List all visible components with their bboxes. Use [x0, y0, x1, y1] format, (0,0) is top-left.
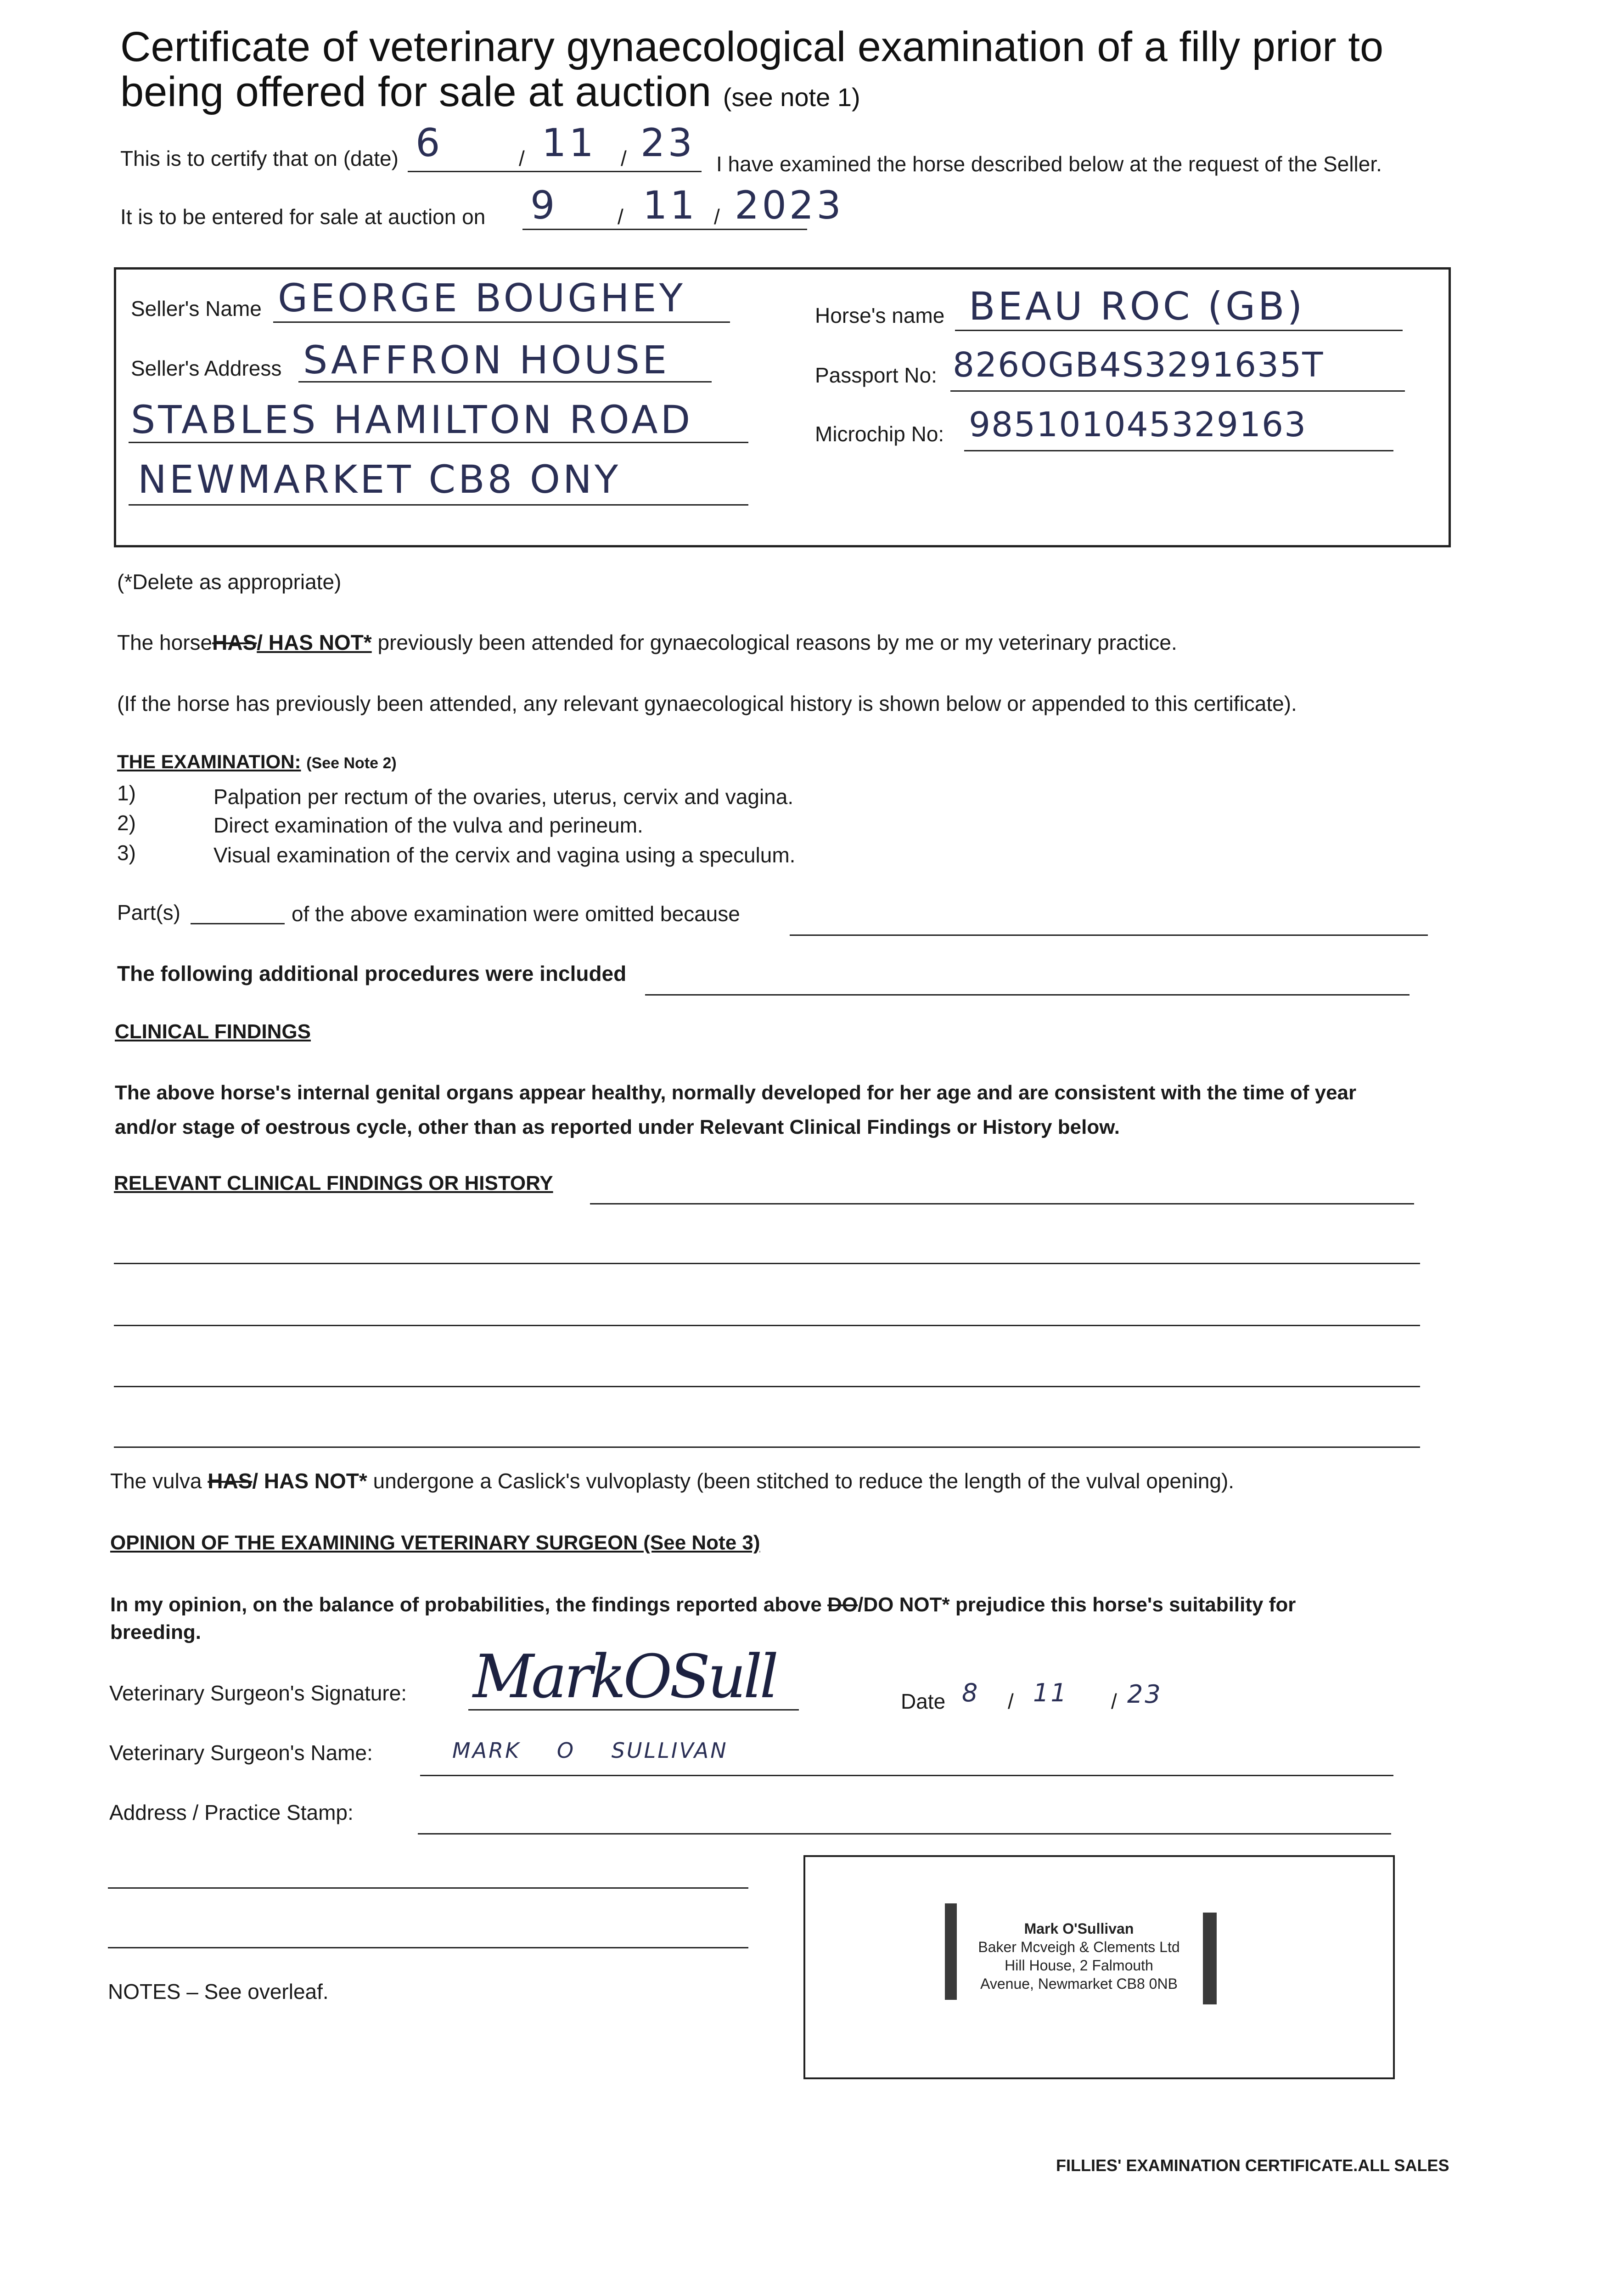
certify-month: 11	[542, 120, 596, 165]
relevant-findings-rule-3	[114, 1325, 1420, 1326]
vulva-struck: HAS	[208, 1469, 253, 1493]
attended-statement	[117, 630, 1177, 655]
seller-address-line2: STABLES HAMILTON ROAD	[131, 397, 693, 442]
exam-item-3-text: Visual examination of the cervix and vagina using a speculum.	[213, 843, 796, 867]
exam-item-1-text: Palpation per rectum of the ovaries, uterus, cervix and vagina.	[213, 785, 794, 809]
notes-label: NOTES – See overleaf.	[108, 1980, 329, 2003]
certify-sep1: /	[519, 146, 525, 170]
vet-date-label: Date	[901, 1689, 946, 1713]
auction-prefix: It is to be entered for sale at auction on	[120, 205, 486, 229]
attended-kept: / HAS NOT*	[257, 630, 372, 654]
opinion-line1-suffix: /DO NOT* prejudice this horse's suitability for	[858, 1593, 1296, 1616]
horse-name-label: Horse's name	[815, 304, 945, 327]
opinion-heading: OPINION OF THE EXAMINING VETERINARY SURGEON (See Note 3)	[110, 1531, 760, 1554]
seller-name-value: GEORGE BOUGHEY	[278, 276, 685, 321]
additional-procedures-rule	[645, 994, 1410, 996]
relevant-findings-heading: RELEVANT CLINICAL FINDINGS OR HISTORY	[114, 1172, 553, 1194]
stamp-bar-right	[1203, 1913, 1217, 2004]
horse-name-value: BEAU ROC (GB)	[969, 284, 1305, 329]
stamp-bar-left	[945, 1903, 957, 2000]
opinion-line1	[110, 1593, 1296, 1616]
omitted-because-rule	[790, 934, 1428, 936]
clinical-findings-heading: CLINICAL FINDINGS	[115, 1020, 311, 1043]
passport-rule	[950, 390, 1405, 392]
certify-day: 6	[416, 120, 443, 165]
seller-name-rule	[273, 321, 730, 323]
opinion-struck: DO	[827, 1593, 858, 1616]
microchip-rule	[964, 450, 1393, 451]
stamp-line4: Avenue, Newmarket CB8 0NB	[980, 1975, 1178, 1992]
passport-value: 826OGB4S3291635T	[953, 345, 1324, 385]
vet-date-sep2: /	[1111, 1689, 1117, 1713]
certify-sep2: /	[621, 146, 627, 170]
signature-label: Veterinary Surgeon's Signature:	[109, 1681, 407, 1705]
seller-address-label: Seller's Address	[131, 356, 282, 380]
auction-sep1: /	[618, 205, 623, 229]
auction-month: 11	[643, 183, 697, 228]
exam-item-2-num: 2)	[117, 811, 136, 835]
seller-address-line1: SAFFRON HOUSE	[303, 338, 670, 383]
vulva-statement	[110, 1469, 1234, 1493]
title-note: (see note 1)	[723, 83, 860, 112]
vet-name-value: MARK O SULLIVAN	[452, 1738, 728, 1763]
stamp-line3: Hill House, 2 Falmouth	[1005, 1957, 1153, 1974]
relevant-findings-rule-4	[114, 1386, 1420, 1387]
seller-name-label: Seller's Name	[131, 297, 262, 321]
clinical-statement-line1: The above horse's internal genital organs appear healthy, normally developed for her age and are consistent with the time of year	[115, 1081, 1357, 1104]
auction-day: 9	[530, 183, 558, 228]
vet-date-year: 23	[1127, 1680, 1162, 1709]
auction-sep2: /	[714, 205, 720, 229]
vulva-kept: / HAS NOT*	[252, 1469, 367, 1493]
certify-prefix: This is to certify that on (date)	[120, 146, 399, 170]
opinion-line1-prefix: In my opinion, on the balance of probabilities, the findings reported above	[110, 1593, 822, 1616]
additional-procedures-label: The following additional procedures were included	[117, 962, 627, 985]
certificate-title-line1: Certificate of veterinary gynaecological examination of a filly prior to	[120, 23, 1384, 70]
history-note: (If the horse has previously been attended, any relevant gynaecological history is shown below or appended to this certificate).	[117, 692, 1297, 715]
horse-name-rule	[955, 330, 1403, 331]
certify-date-rule	[408, 171, 702, 172]
examination-note: (See Note 2)	[306, 754, 397, 772]
delete-note: (*Delete as appropriate)	[117, 570, 342, 594]
certify-suffix: I have examined the horse described below at the request of the Seller.	[716, 152, 1382, 176]
clinical-statement-line2: and/or stage of oestrous cycle, other than as reported under Relevant Clinical Findings or History below.	[115, 1116, 1120, 1138]
opinion-line2: breeding.	[110, 1621, 202, 1643]
address-rule-3	[108, 1947, 748, 1948]
vulva-prefix: The vulva	[110, 1469, 202, 1493]
parts-rule	[191, 923, 285, 924]
relevant-findings-rule-2	[114, 1263, 1420, 1264]
auction-year: 2023	[735, 183, 844, 228]
examination-heading-text: THE EXAMINATION:	[117, 751, 301, 772]
vet-date-sep1: /	[1008, 1689, 1014, 1713]
vet-date-month: 11	[1033, 1678, 1068, 1707]
certificate-title-line2	[120, 69, 860, 120]
seller-address-line3: NEWMARKET CB8 ONY	[138, 457, 621, 502]
auction-date-rule	[522, 229, 807, 230]
vet-name-rule	[420, 1775, 1393, 1776]
footer-text: FILLIES' EXAMINATION CERTIFICATE.ALL SALES	[1056, 2156, 1449, 2175]
address-stamp-label: Address / Practice Stamp:	[109, 1801, 354, 1824]
relevant-findings-rule-5	[114, 1446, 1420, 1448]
passport-label: Passport No:	[815, 363, 937, 387]
certify-year: 23	[640, 120, 695, 165]
vet-signature: MarkOSull	[473, 1642, 776, 1711]
vet-date-day: 8	[962, 1678, 980, 1707]
stamp-line2: Baker Mcveigh & Clements Ltd	[978, 1939, 1180, 1955]
exam-item-2-text: Direct examination of the vulva and perineum.	[213, 813, 643, 837]
address-rule-1	[418, 1833, 1391, 1835]
vet-name-label: Veterinary Surgeon's Name:	[109, 1741, 373, 1765]
vulva-suffix: undergone a Caslick's vulvoplasty (been stitched to reduce the length of the vulval opening).	[373, 1469, 1235, 1493]
exam-item-3-num: 3)	[117, 841, 136, 865]
address-rule-2	[108, 1887, 748, 1889]
examination-heading	[117, 751, 397, 773]
parts-prefix: Part(s)	[117, 900, 180, 924]
seller-address-rule3	[129, 504, 748, 506]
attended-suffix: previously been attended for gynaecological reasons by me or my veterinary practice.	[377, 630, 1177, 654]
microchip-label: Microchip No:	[815, 422, 944, 446]
attended-prefix: The horse	[117, 630, 213, 654]
title-text: being offered for sale at auction	[120, 68, 712, 115]
parts-suffix: of the above examination were omitted because	[292, 902, 740, 926]
exam-item-1-num: 1)	[117, 781, 136, 805]
microchip-value: 985101045329163	[969, 405, 1307, 445]
stamp-line1: Mark O'Sullivan	[1024, 1920, 1134, 1937]
attended-struck: HAS	[212, 630, 257, 654]
relevant-findings-rule-1	[590, 1203, 1414, 1204]
practice-stamp	[962, 1919, 1196, 1993]
